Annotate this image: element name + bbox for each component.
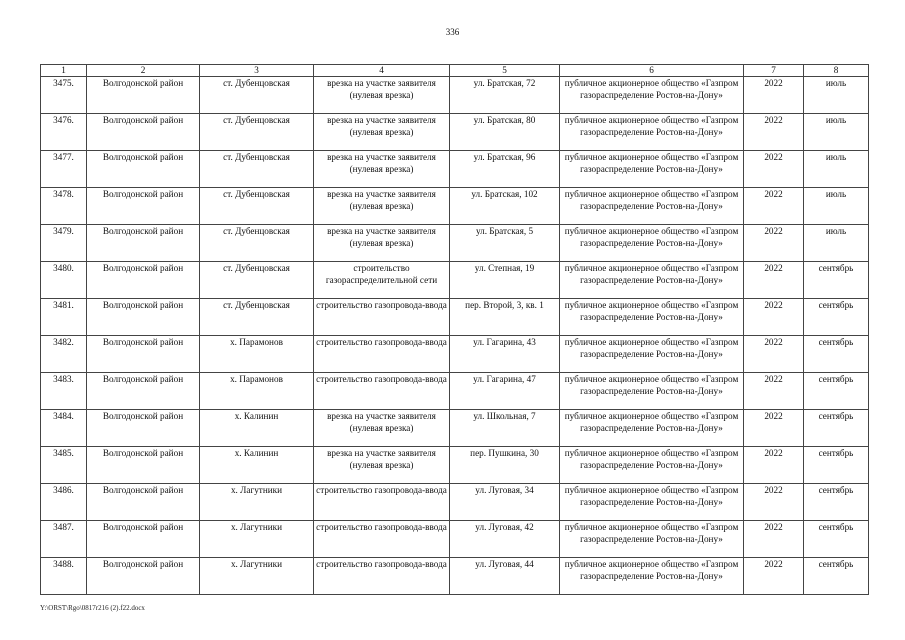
cell-settlement: х. Калинин [200, 447, 314, 484]
column-header-7: 7 [744, 65, 804, 77]
cell-work-type: врезка на участке заявителя (нулевая врезка) [314, 77, 450, 114]
cell-address: ул. Гагарина, 43 [450, 336, 560, 373]
cell-month: сентябрь [804, 558, 869, 595]
cell-month: июль [804, 151, 869, 188]
cell-month: сентябрь [804, 521, 869, 558]
cell-row-number: 3485. [41, 447, 87, 484]
cell-district: Волгодонской район [87, 262, 200, 299]
cell-row-number: 3479. [41, 225, 87, 262]
cell-organization: публичное акционерное общество «Газпром газораспределение Ростов-на-Дону» [560, 373, 744, 410]
cell-organization: публичное акционерное общество «Газпром газораспределение Ростов-на-Дону» [560, 521, 744, 558]
cell-work-type: строительство газопровода-ввода [314, 299, 450, 336]
cell-settlement: ст. Дубенцовская [200, 151, 314, 188]
cell-row-number: 3482. [41, 336, 87, 373]
cell-year: 2022 [744, 336, 804, 373]
cell-organization: публичное акционерное общество «Газпром газораспределение Ростов-на-Дону» [560, 114, 744, 151]
cell-work-type: строительство газопровода-ввода [314, 373, 450, 410]
cell-address: ул. Братская, 96 [450, 151, 560, 188]
cell-address: ул. Братская, 72 [450, 77, 560, 114]
table-row [41, 484, 869, 521]
cell-district: Волгодонской район [87, 558, 200, 595]
gas-connection-table [40, 64, 869, 595]
cell-work-type: врезка на участке заявителя (нулевая врезка) [314, 447, 450, 484]
cell-address: ул. Братская, 5 [450, 225, 560, 262]
table-row [41, 521, 869, 558]
cell-year: 2022 [744, 225, 804, 262]
cell-row-number: 3487. [41, 521, 87, 558]
cell-organization: публичное акционерное общество «Газпром газораспределение Ростов-на-Дону» [560, 410, 744, 447]
cell-work-type: врезка на участке заявителя (нулевая врезка) [314, 151, 450, 188]
cell-year: 2022 [744, 262, 804, 299]
cell-organization: публичное акционерное общество «Газпром газораспределение Ростов-на-Дону» [560, 484, 744, 521]
cell-organization: публичное акционерное общество «Газпром газораспределение Ростов-на-Дону» [560, 188, 744, 225]
cell-address: ул. Братская, 102 [450, 188, 560, 225]
cell-year: 2022 [744, 447, 804, 484]
column-header-6: 6 [560, 65, 744, 77]
cell-district: Волгодонской район [87, 447, 200, 484]
cell-district: Волгодонской район [87, 188, 200, 225]
cell-district: Волгодонской район [87, 410, 200, 447]
column-header-8: 8 [804, 65, 869, 77]
column-header-1: 1 [41, 65, 87, 77]
cell-work-type: строительство газопровода-ввода [314, 484, 450, 521]
cell-district: Волгодонской район [87, 114, 200, 151]
cell-settlement: х. Парамонов [200, 336, 314, 373]
cell-organization: публичное акционерное общество «Газпром газораспределение Ростов-на-Дону» [560, 336, 744, 373]
column-header-4: 4 [314, 65, 450, 77]
cell-settlement: х. Парамонов [200, 373, 314, 410]
cell-month: июль [804, 225, 869, 262]
cell-organization: публичное акционерное общество «Газпром газораспределение Ростов-на-Дону» [560, 558, 744, 595]
cell-settlement: ст. Дубенцовская [200, 188, 314, 225]
cell-row-number: 3483. [41, 373, 87, 410]
cell-district: Волгодонской район [87, 77, 200, 114]
cell-month: июль [804, 114, 869, 151]
table-row [41, 151, 869, 188]
cell-year: 2022 [744, 373, 804, 410]
cell-settlement: ст. Дубенцовская [200, 225, 314, 262]
cell-settlement: ст. Дубенцовская [200, 299, 314, 336]
cell-work-type: строительство газопровода-ввода [314, 336, 450, 373]
table-row [41, 262, 869, 299]
cell-row-number: 3484. [41, 410, 87, 447]
cell-row-number: 3488. [41, 558, 87, 595]
cell-address: ул. Степная, 19 [450, 262, 560, 299]
cell-district: Волгодонской район [87, 336, 200, 373]
column-header-3: 3 [200, 65, 314, 77]
cell-settlement: х. Лагутники [200, 521, 314, 558]
cell-month: сентябрь [804, 299, 869, 336]
cell-settlement: х. Калинин [200, 410, 314, 447]
cell-row-number: 3481. [41, 299, 87, 336]
cell-row-number: 3480. [41, 262, 87, 299]
cell-organization: публичное акционерное общество «Газпром газораспределение Ростов-на-Дону» [560, 299, 744, 336]
cell-year: 2022 [744, 521, 804, 558]
cell-month: сентябрь [804, 447, 869, 484]
cell-organization: публичное акционерное общество «Газпром газораспределение Ростов-на-Дону» [560, 447, 744, 484]
cell-row-number: 3475. [41, 77, 87, 114]
cell-month: июль [804, 188, 869, 225]
cell-settlement: ст. Дубенцовская [200, 77, 314, 114]
table-row [41, 336, 869, 373]
cell-month: сентябрь [804, 484, 869, 521]
cell-work-type: врезка на участке заявителя (нулевая врезка) [314, 410, 450, 447]
cell-district: Волгодонской район [87, 151, 200, 188]
cell-row-number: 3486. [41, 484, 87, 521]
table-row [41, 114, 869, 151]
cell-month: сентябрь [804, 373, 869, 410]
cell-address: пер. Второй, 3, кв. 1 [450, 299, 560, 336]
cell-work-type: врезка на участке заявителя (нулевая врезка) [314, 114, 450, 151]
cell-month: сентябрь [804, 262, 869, 299]
cell-year: 2022 [744, 77, 804, 114]
cell-address: пер. Пушкина, 30 [450, 447, 560, 484]
cell-work-type: строительство газопровода-ввода [314, 558, 450, 595]
cell-row-number: 3478. [41, 188, 87, 225]
cell-organization: публичное акционерное общество «Газпром газораспределение Ростов-на-Дону» [560, 225, 744, 262]
cell-month: сентябрь [804, 410, 869, 447]
cell-address: ул. Луговая, 34 [450, 484, 560, 521]
cell-work-type: строительство газопровода-ввода [314, 521, 450, 558]
cell-month: июль [804, 77, 869, 114]
table-row [41, 447, 869, 484]
cell-settlement: х. Лагутники [200, 484, 314, 521]
table-header-row [41, 65, 869, 77]
table-row [41, 410, 869, 447]
table-row [41, 558, 869, 595]
page-number: 336 [445, 27, 460, 37]
cell-organization: публичное акционерное общество «Газпром газораспределение Ростов-на-Дону» [560, 151, 744, 188]
cell-year: 2022 [744, 299, 804, 336]
cell-year: 2022 [744, 484, 804, 521]
cell-district: Волгодонской район [87, 484, 200, 521]
cell-organization: публичное акционерное общество «Газпром газораспределение Ростов-на-Дону» [560, 77, 744, 114]
cell-settlement: х. Лагутники [200, 558, 314, 595]
table-row [41, 188, 869, 225]
table-row [41, 225, 869, 262]
cell-settlement: ст. Дубенцовская [200, 114, 314, 151]
cell-address: ул. Луговая, 44 [450, 558, 560, 595]
cell-address: ул. Братская, 80 [450, 114, 560, 151]
cell-district: Волгодонской район [87, 299, 200, 336]
cell-work-type: строительство газораспределительной сети [314, 262, 450, 299]
cell-address: ул. Гагарина, 47 [450, 373, 560, 410]
cell-row-number: 3477. [41, 151, 87, 188]
table-row [41, 77, 869, 114]
column-header-5: 5 [450, 65, 560, 77]
cell-year: 2022 [744, 151, 804, 188]
cell-year: 2022 [744, 188, 804, 225]
cell-month: сентябрь [804, 336, 869, 373]
cell-work-type: врезка на участке заявителя (нулевая врезка) [314, 225, 450, 262]
column-header-2: 2 [87, 65, 200, 77]
cell-year: 2022 [744, 114, 804, 151]
cell-year: 2022 [744, 558, 804, 595]
cell-address: ул. Луговая, 42 [450, 521, 560, 558]
document-file-path: Y:\ORST\Rgo\0817r216 (2).f22.docx [40, 604, 145, 612]
cell-address: ул. Школьная, 7 [450, 410, 560, 447]
cell-row-number: 3476. [41, 114, 87, 151]
table-row [41, 299, 869, 336]
cell-year: 2022 [744, 410, 804, 447]
cell-settlement: ст. Дубенцовская [200, 262, 314, 299]
cell-organization: публичное акционерное общество «Газпром газораспределение Ростов-на-Дону» [560, 262, 744, 299]
table-row [41, 373, 869, 410]
cell-district: Волгодонской район [87, 225, 200, 262]
cell-work-type: врезка на участке заявителя (нулевая врезка) [314, 188, 450, 225]
cell-district: Волгодонской район [87, 521, 200, 558]
cell-district: Волгодонской район [87, 373, 200, 410]
